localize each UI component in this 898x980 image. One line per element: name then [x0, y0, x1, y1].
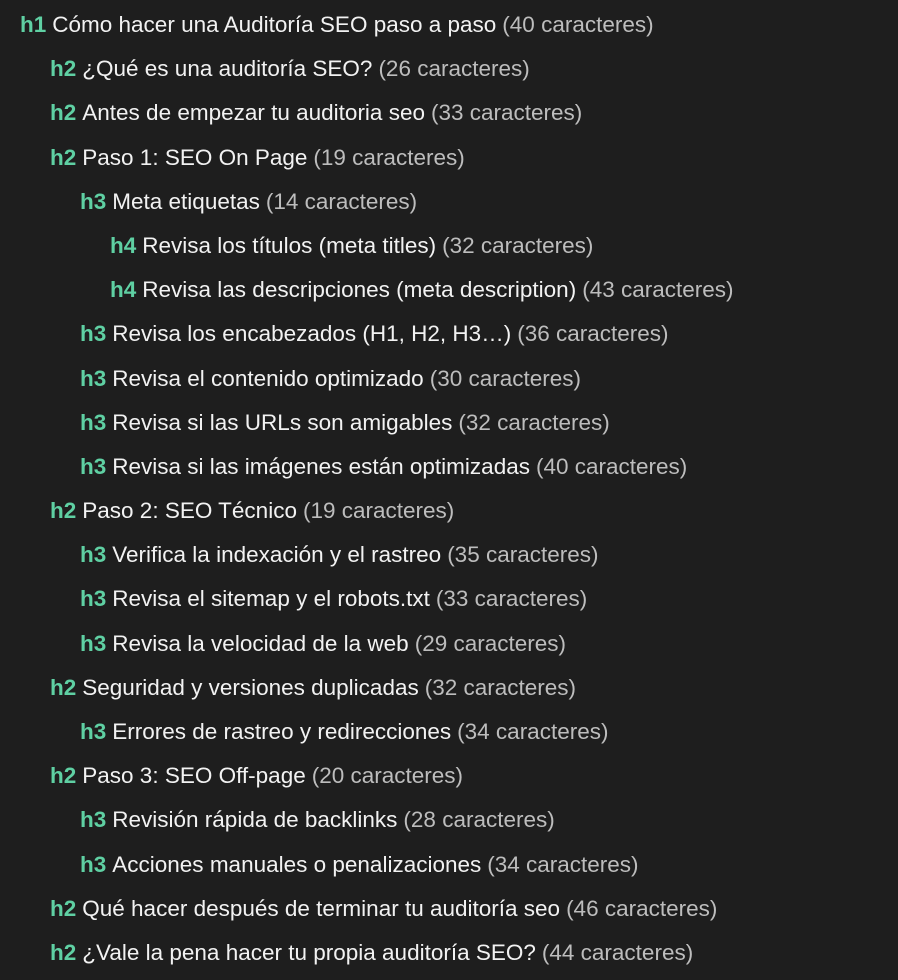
character-count: (40 caracteres)	[535, 453, 688, 479]
heading-text: Acciones manuales o penalizaciones	[112, 851, 482, 877]
heading-level-tag: h2	[50, 895, 77, 921]
character-count: (14 caracteres)	[265, 188, 418, 214]
heading-level-tag: h3	[80, 586, 107, 612]
heading-row	[0, 671, 898, 715]
heading-text: Paso 2: SEO Técnico	[82, 498, 297, 524]
character-count: (34 caracteres)	[457, 719, 609, 744]
heading-level-tag: h2	[50, 144, 77, 170]
heading-level-tag: h3	[80, 542, 107, 568]
heading-row	[0, 141, 898, 185]
heading-level-tag: h2	[50, 674, 77, 700]
heading-text: Revisa si las imágenes están optimizadas	[112, 453, 530, 479]
character-count: (26 caracteres)	[378, 56, 530, 82]
heading-row	[0, 406, 898, 450]
character-count: (44 caracteres)	[541, 939, 694, 965]
heading-text: Revisa los encabezados (H1, H2, H3…)	[112, 321, 512, 347]
character-count: (43 caracteres)	[582, 277, 734, 303]
character-count: (19 caracteres)	[313, 144, 465, 170]
heading-text: Revisa si las URLs son amigables	[112, 409, 453, 435]
heading-row	[0, 848, 898, 892]
heading-text: ¿Qué es una auditoría SEO?	[82, 56, 373, 82]
heading-row	[0, 759, 898, 803]
heading-row	[0, 8, 898, 52]
heading-text: Antes de empezar tu auditoria seo	[82, 100, 425, 126]
heading-row	[0, 538, 898, 582]
heading-row	[0, 715, 898, 759]
heading-text: Qué hacer después de terminar tu auditoría seo	[82, 895, 561, 921]
character-count: (32 caracteres)	[458, 409, 610, 435]
heading-level-tag: h3	[80, 321, 107, 347]
heading-text: Revisa la velocidad de la web	[112, 630, 409, 656]
heading-text: Revisa las descripciones (meta description)	[142, 277, 577, 303]
character-count: (32 caracteres)	[442, 232, 594, 258]
heading-row	[0, 317, 898, 361]
heading-level-tag: h3	[80, 365, 107, 391]
character-count: (20 caracteres)	[311, 763, 464, 789]
heading-text: Revisión rápida de backlinks	[112, 807, 398, 833]
heading-row	[0, 273, 898, 317]
heading-level-tag: h2	[50, 498, 77, 524]
heading-row	[0, 582, 898, 626]
character-count: (32 caracteres)	[424, 674, 577, 700]
character-count: (19 caracteres)	[302, 498, 455, 524]
character-count: (33 caracteres)	[430, 100, 583, 126]
heading-level-tag: h3	[80, 453, 107, 479]
heading-level-tag: h2	[50, 939, 77, 965]
character-count: (34 caracteres)	[487, 851, 639, 877]
heading-row	[0, 627, 898, 671]
heading-text: Revisa el sitemap y el robots.txt	[112, 586, 430, 612]
heading-row	[0, 494, 898, 538]
character-count: (35 caracteres)	[447, 542, 599, 568]
heading-text: ¿Vale la pena hacer tu propia auditoría SEO?	[82, 939, 536, 965]
character-count: (28 caracteres)	[403, 807, 555, 833]
heading-row	[0, 362, 898, 406]
heading-level-tag: h2	[50, 100, 77, 126]
heading-text: Errores de rastreo y redirecciones	[112, 719, 452, 744]
heading-text: Verifica la indexación y el rastreo	[112, 542, 442, 568]
heading-level-tag: h3	[80, 851, 107, 877]
character-count: (33 caracteres)	[435, 586, 588, 612]
character-count: (40 caracteres)	[502, 12, 654, 37]
heading-row	[0, 803, 898, 847]
heading-row	[0, 936, 898, 980]
heading-text: Paso 1: SEO On Page	[82, 144, 308, 170]
heading-level-tag: h1	[20, 12, 47, 37]
heading-text: Cómo hacer una Auditoría SEO paso a paso	[52, 12, 497, 37]
character-count: (36 caracteres)	[517, 321, 669, 347]
heading-level-tag: h3	[80, 188, 107, 214]
heading-row	[0, 96, 898, 140]
heading-row	[0, 892, 898, 936]
heading-row	[0, 229, 898, 273]
heading-level-tag: h3	[80, 409, 107, 435]
heading-level-tag: h4	[110, 277, 137, 303]
heading-text: Seguridad y versiones duplicadas	[82, 674, 419, 700]
heading-text: Meta etiquetas	[112, 188, 260, 214]
heading-row	[0, 450, 898, 494]
heading-level-tag: h2	[50, 763, 77, 789]
heading-text: Revisa los títulos (meta titles)	[142, 232, 437, 258]
heading-text: Revisa el contenido optimizado	[112, 365, 424, 391]
heading-level-tag: h3	[80, 719, 107, 744]
heading-row	[0, 185, 898, 229]
character-count: (30 caracteres)	[429, 365, 582, 391]
heading-text: Paso 3: SEO Off-page	[82, 763, 306, 789]
heading-level-tag: h3	[80, 630, 107, 656]
heading-level-tag: h2	[50, 56, 77, 82]
character-count: (29 caracteres)	[414, 630, 567, 656]
heading-row	[0, 52, 898, 96]
heading-level-tag: h4	[110, 232, 137, 258]
character-count: (46 caracteres)	[566, 895, 718, 921]
heading-level-tag: h3	[80, 807, 107, 833]
